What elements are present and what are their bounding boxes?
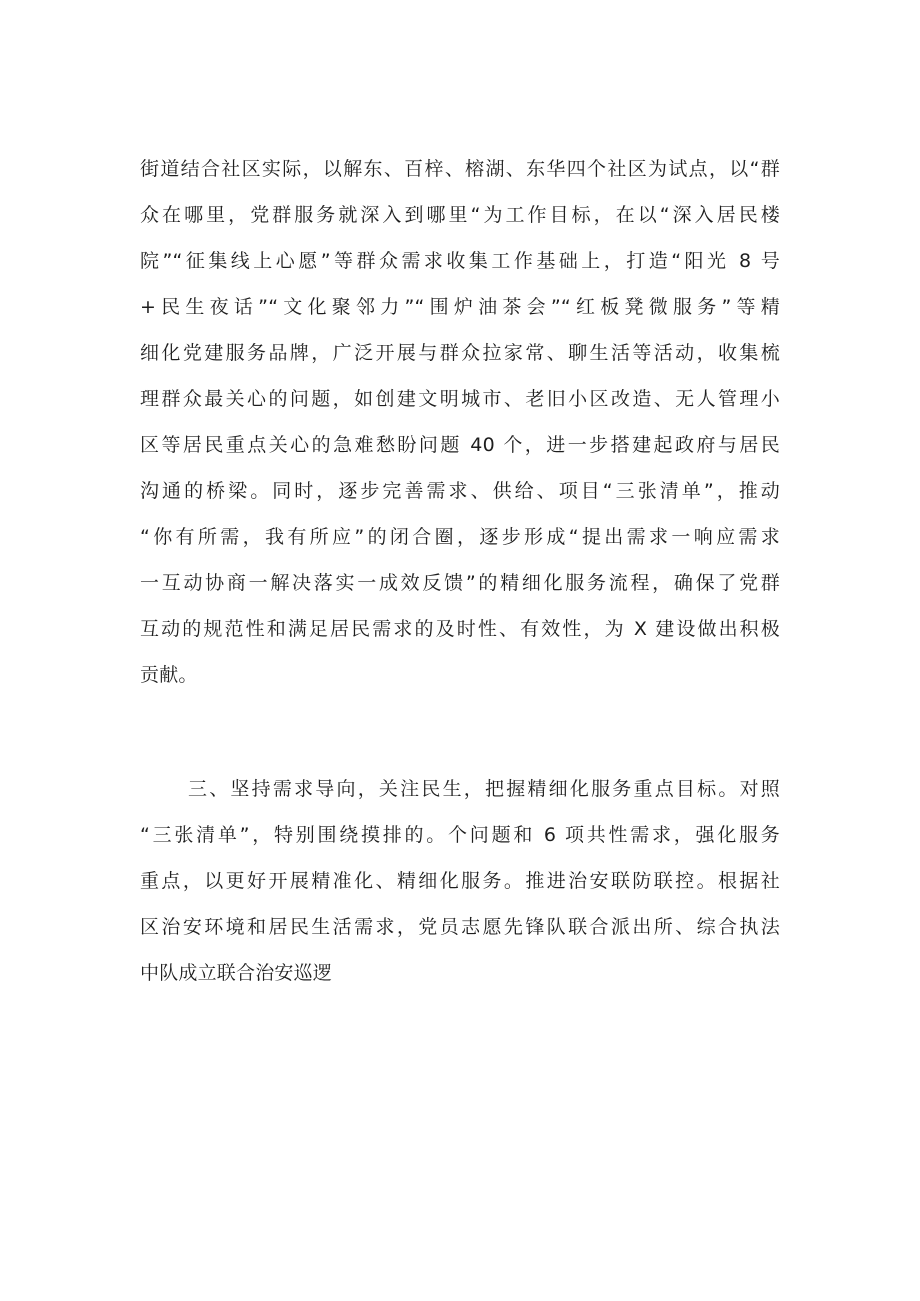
- paragraph-1-line-5: 细化党建服务品牌，广泛开展与群众拉家常、聊生活等活动，收集梳: [140, 342, 780, 364]
- paragraph-1-line-11: 互动的规范性和满足居民需求的及时性、有效性，为 X 建设做出积极: [140, 618, 780, 640]
- paragraph-1-line-3: 院”“征集线上心愿”等群众需求收集工作基础上，打造“阳光 8 号: [140, 250, 780, 272]
- paragraph-1-line-7: 区等居民重点关心的急难愁盼问题 40 个，进一步搭建起政府与居民: [140, 434, 780, 456]
- paragraph-1-line-6: 理群众最关心的问题，如创建文明城市、老旧小区改造、无人管理小: [140, 388, 780, 410]
- paragraph-1-line-8: 沟通的桥梁。同时，逐步完善需求、供给、项目“三张清单”，推动: [140, 480, 780, 502]
- paragraph-2-line-5: 中队成立联合治安巡逻: [140, 962, 333, 984]
- paragraph-2-line-4: 区治安环境和居民生活需求，党员志愿先锋队联合派出所、综合执法: [140, 916, 780, 938]
- paragraph-2-line-1: 三、坚持需求导向，关注民生，把握精细化服务重点目标。对照: [188, 778, 780, 800]
- paragraph-1-line-12: 贡献。: [140, 664, 198, 686]
- paragraph-2-line-3: 重点，以更好开展精准化、精细化服务。推进治安联防联控。根据社: [140, 870, 780, 892]
- paragraph-2-line-2: “三张清单”，特别围绕摸排的。个问题和 6 项共性需求，强化服务: [140, 824, 780, 846]
- paragraph-1-line-4: +民生夜话”“文化聚邻力”“围炉油茶会”“红板凳微服务”等精: [140, 296, 780, 318]
- paragraph-1-line-10: 一互动协商一解决落实一成效反馈”的精细化服务流程，确保了党群: [140, 572, 780, 594]
- paragraph-1-line-9: “你有所需，我有所应”的闭合圈，逐步形成“提出需求一响应需求: [140, 526, 780, 548]
- paragraph-1-line-2: 众在哪里，党群服务就深入到哪里“为工作目标，在以“深入居民楼: [140, 204, 780, 226]
- paragraph-1-line-1: 街道结合社区实际，以解东、百梓、榕湖、东华四个社区为试点，以“群: [140, 158, 780, 180]
